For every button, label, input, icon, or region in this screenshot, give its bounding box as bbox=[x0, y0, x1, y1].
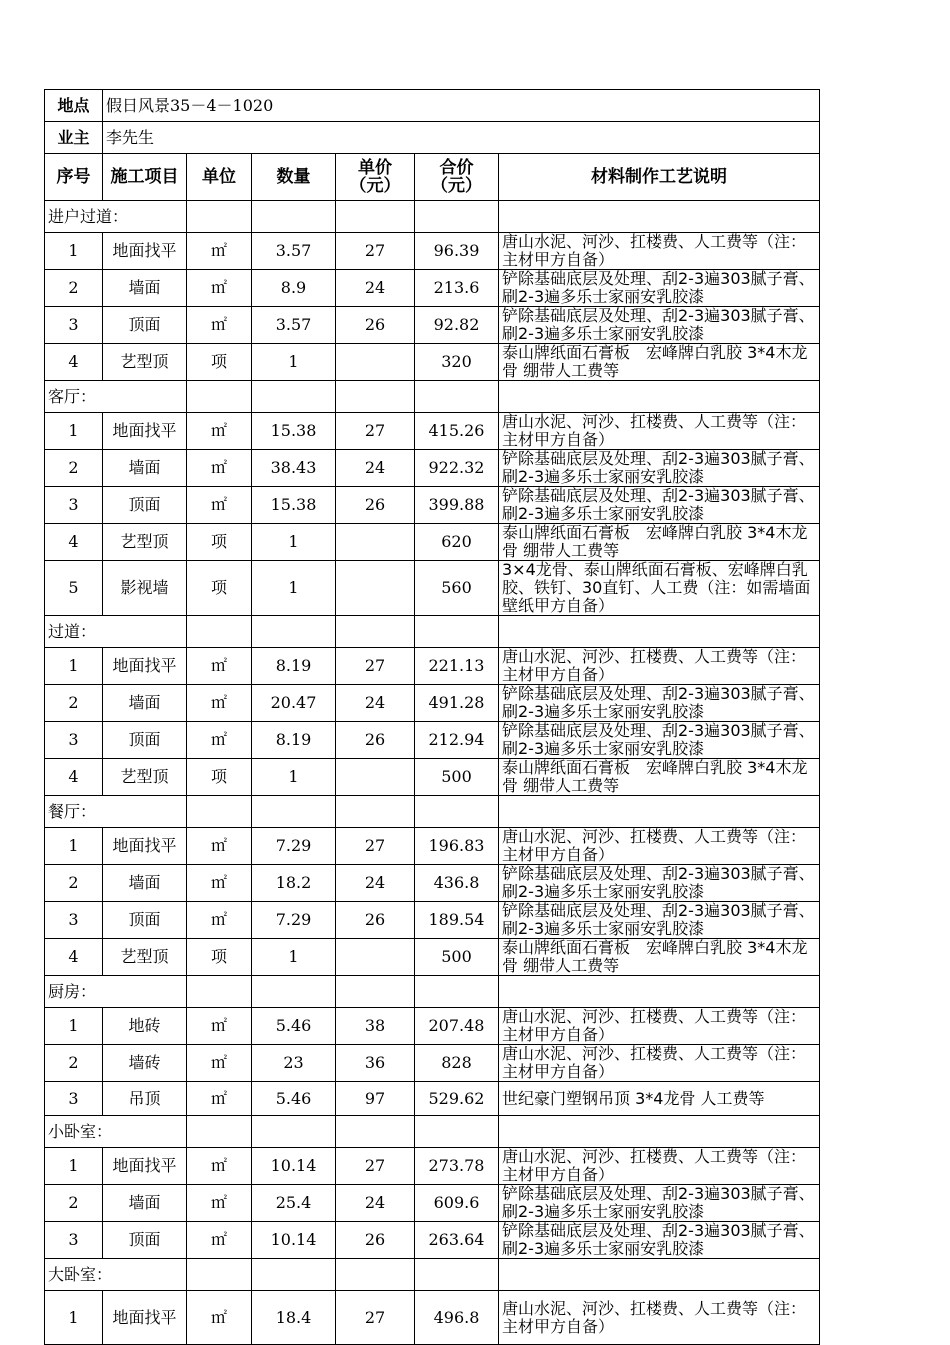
row-item: 地面找平 bbox=[103, 1148, 187, 1185]
row-total: 500 bbox=[415, 939, 499, 976]
row-item: 艺型顶 bbox=[103, 759, 187, 796]
row-unit-price: 27 bbox=[336, 648, 415, 685]
row-desc-cell bbox=[499, 759, 820, 796]
empty-cell bbox=[252, 1259, 336, 1291]
section-row bbox=[45, 616, 820, 648]
empty-cell bbox=[415, 976, 499, 1008]
row-unit-price: 24 bbox=[336, 450, 415, 487]
row-seq: 2 bbox=[45, 685, 103, 722]
row-desc: 铲除基础底层及处理、刮2-3遍303腻子膏、刷2-3遍多乐士家丽安乳胶漆 bbox=[502, 270, 815, 306]
row-item: 顶面 bbox=[103, 1222, 187, 1259]
row-desc: 铲除基础底层及处理、刮2-3遍303腻子膏、刷2-3遍多乐士家丽安乳胶漆 bbox=[502, 450, 815, 486]
row-item: 艺型顶 bbox=[103, 524, 187, 561]
table-row bbox=[45, 233, 820, 270]
row-qty: 18.2 bbox=[252, 865, 336, 902]
row-seq: 1 bbox=[45, 648, 103, 685]
row-desc: 唐山水泥、河沙、扛楼费、人工费等（注：主材甲方自备） bbox=[502, 828, 807, 864]
row-qty: 8.9 bbox=[252, 270, 336, 307]
empty-cell bbox=[415, 381, 499, 413]
header-unit-price bbox=[336, 154, 415, 201]
location-row bbox=[45, 90, 820, 122]
row-qty: 5.46 bbox=[252, 1082, 336, 1116]
empty-cell bbox=[336, 616, 415, 648]
row-desc: 铲除基础底层及处理、刮2-3遍303腻子膏、刷2-3遍多乐士家丽安乳胶漆 bbox=[502, 685, 815, 721]
row-desc: 泰山牌纸面石膏板 宏峰牌白乳胶 3*4木龙骨 绷带人工费等 bbox=[502, 939, 808, 975]
row-qty: 1 bbox=[252, 561, 336, 616]
section-title: 过道： bbox=[45, 616, 187, 648]
row-total: 529.62 bbox=[415, 1082, 499, 1116]
row-total: 221.13 bbox=[415, 648, 499, 685]
row-desc-cell bbox=[499, 902, 820, 939]
table-row bbox=[45, 270, 820, 307]
row-unit: ㎡ bbox=[187, 1082, 252, 1116]
row-unit-price: 38 bbox=[336, 1008, 415, 1045]
row-unit-price: 24 bbox=[336, 685, 415, 722]
row-seq: 1 bbox=[45, 1291, 103, 1345]
row-unit: ㎡ bbox=[187, 1185, 252, 1222]
row-desc: 唐山水泥、河沙、扛楼费、人工费等（注：主材甲方自备） bbox=[502, 413, 807, 449]
row-desc: 唐山水泥、河沙、扛楼费、人工费等（注：主材甲方自备） bbox=[502, 233, 807, 269]
empty-cell bbox=[415, 1259, 499, 1291]
empty-cell bbox=[415, 201, 499, 233]
header-unit-price-line2: （元） bbox=[349, 176, 401, 196]
row-seq: 3 bbox=[45, 1082, 103, 1116]
row-total: 609.6 bbox=[415, 1185, 499, 1222]
empty-cell bbox=[499, 616, 820, 648]
row-qty: 15.38 bbox=[252, 413, 336, 450]
row-unit-price: 97 bbox=[336, 1082, 415, 1116]
section-title: 客厅： bbox=[45, 381, 187, 413]
section-row bbox=[45, 796, 820, 828]
table-row bbox=[45, 1082, 820, 1116]
row-total: 496.8 bbox=[415, 1291, 499, 1345]
row-item: 墙面 bbox=[103, 685, 187, 722]
empty-cell bbox=[187, 381, 252, 413]
row-item: 地砖 bbox=[103, 1008, 187, 1045]
header-seq: 序号 bbox=[45, 154, 103, 201]
row-desc-cell bbox=[499, 233, 820, 270]
row-total: 92.82 bbox=[415, 307, 499, 344]
row-seq: 1 bbox=[45, 828, 103, 865]
row-seq: 2 bbox=[45, 270, 103, 307]
row-seq: 3 bbox=[45, 1222, 103, 1259]
row-unit-price: 27 bbox=[336, 233, 415, 270]
row-desc: 铲除基础底层及处理、刮2-3遍303腻子膏、刷2-3遍多乐士家丽安乳胶漆 bbox=[502, 722, 815, 758]
row-desc-cell bbox=[499, 1185, 820, 1222]
row-total: 828 bbox=[415, 1045, 499, 1082]
table-row bbox=[45, 413, 820, 450]
header-qty: 数量 bbox=[252, 154, 336, 201]
row-qty: 20.47 bbox=[252, 685, 336, 722]
section-title: 大卧室： bbox=[45, 1259, 187, 1291]
row-seq: 1 bbox=[45, 413, 103, 450]
row-desc: 3×4龙骨、泰山牌纸面石膏板、宏峰牌白乳胶、铁钉、30直钉、人工费（注：如需墙面壁纸甲方自备） bbox=[502, 561, 811, 615]
row-desc-cell bbox=[499, 828, 820, 865]
row-qty: 1 bbox=[252, 939, 336, 976]
table-row bbox=[45, 1045, 820, 1082]
row-unit: ㎡ bbox=[187, 233, 252, 270]
empty-cell bbox=[336, 381, 415, 413]
row-unit-price: 27 bbox=[336, 828, 415, 865]
owner-label: 业主 bbox=[45, 122, 103, 154]
empty-cell bbox=[336, 201, 415, 233]
row-seq: 2 bbox=[45, 1185, 103, 1222]
row-total: 500 bbox=[415, 759, 499, 796]
row-unit: ㎡ bbox=[187, 450, 252, 487]
section-row bbox=[45, 381, 820, 413]
row-unit-price: 24 bbox=[336, 1185, 415, 1222]
row-item: 吊顶 bbox=[103, 1082, 187, 1116]
row-qty: 10.14 bbox=[252, 1222, 336, 1259]
row-qty: 8.19 bbox=[252, 648, 336, 685]
header-unit-price-line1: 单价 bbox=[358, 158, 392, 178]
table-row bbox=[45, 865, 820, 902]
table-row bbox=[45, 759, 820, 796]
row-unit: ㎡ bbox=[187, 270, 252, 307]
row-item: 顶面 bbox=[103, 722, 187, 759]
row-item: 墙面 bbox=[103, 865, 187, 902]
owner-value: 李先生 bbox=[103, 122, 820, 154]
row-desc-cell bbox=[499, 648, 820, 685]
empty-cell bbox=[187, 1259, 252, 1291]
row-unit-price bbox=[336, 344, 415, 381]
row-item: 顶面 bbox=[103, 902, 187, 939]
row-total: 560 bbox=[415, 561, 499, 616]
row-unit: ㎡ bbox=[187, 1008, 252, 1045]
section-row bbox=[45, 201, 820, 233]
row-desc: 唐山水泥、河沙、扛楼费、人工费等（注：主材甲方自备） bbox=[502, 1045, 807, 1081]
row-desc: 唐山水泥、河沙、扛楼费、人工费等（注：主材甲方自备） bbox=[502, 1299, 807, 1336]
section-row bbox=[45, 1116, 820, 1148]
row-desc: 唐山水泥、河沙、扛楼费、人工费等（注：主材甲方自备） bbox=[502, 648, 807, 684]
row-unit: 项 bbox=[187, 939, 252, 976]
row-qty: 3.57 bbox=[252, 233, 336, 270]
row-desc: 泰山牌纸面石膏板 宏峰牌白乳胶 3*4木龙骨 绷带人工费等 bbox=[502, 344, 808, 380]
row-qty: 25.4 bbox=[252, 1185, 336, 1222]
empty-cell bbox=[336, 1116, 415, 1148]
row-unit: 项 bbox=[187, 759, 252, 796]
row-desc: 铲除基础底层及处理、刮2-3遍303腻子膏、刷2-3遍多乐士家丽安乳胶漆 bbox=[502, 1185, 815, 1221]
row-seq: 4 bbox=[45, 939, 103, 976]
empty-cell bbox=[499, 1116, 820, 1148]
row-qty: 15.38 bbox=[252, 487, 336, 524]
row-qty: 7.29 bbox=[252, 828, 336, 865]
quotation-table bbox=[44, 89, 820, 1345]
row-desc-cell bbox=[499, 1008, 820, 1045]
empty-cell bbox=[187, 616, 252, 648]
row-desc-cell bbox=[499, 450, 820, 487]
location-label: 地点 bbox=[45, 90, 103, 122]
empty-cell bbox=[415, 1116, 499, 1148]
row-item: 地面找平 bbox=[103, 233, 187, 270]
row-qty: 3.57 bbox=[252, 307, 336, 344]
row-qty: 10.14 bbox=[252, 1148, 336, 1185]
table-row bbox=[45, 1185, 820, 1222]
empty-cell bbox=[499, 201, 820, 233]
row-item: 顶面 bbox=[103, 487, 187, 524]
row-total: 620 bbox=[415, 524, 499, 561]
row-unit: 项 bbox=[187, 561, 252, 616]
row-unit-price bbox=[336, 524, 415, 561]
empty-cell bbox=[415, 796, 499, 828]
table-row bbox=[45, 1148, 820, 1185]
table-row bbox=[45, 561, 820, 616]
header-row bbox=[45, 154, 820, 201]
row-total: 922.32 bbox=[415, 450, 499, 487]
row-unit-price: 26 bbox=[336, 902, 415, 939]
row-qty: 1 bbox=[252, 759, 336, 796]
header-desc: 材料制作工艺说明 bbox=[499, 154, 820, 201]
row-desc-cell bbox=[499, 344, 820, 381]
row-seq: 1 bbox=[45, 1008, 103, 1045]
row-total: 320 bbox=[415, 344, 499, 381]
row-unit: ㎡ bbox=[187, 865, 252, 902]
section-title: 厨房： bbox=[45, 976, 187, 1008]
row-unit: ㎡ bbox=[187, 722, 252, 759]
table-row bbox=[45, 344, 820, 381]
row-seq: 4 bbox=[45, 759, 103, 796]
row-unit: ㎡ bbox=[187, 1291, 252, 1345]
row-seq: 5 bbox=[45, 561, 103, 616]
table-row bbox=[45, 1291, 820, 1345]
row-unit-price: 27 bbox=[336, 1148, 415, 1185]
row-unit: ㎡ bbox=[187, 1222, 252, 1259]
row-unit-price bbox=[336, 759, 415, 796]
row-unit-price: 26 bbox=[336, 722, 415, 759]
row-total: 436.8 bbox=[415, 865, 499, 902]
table-row bbox=[45, 648, 820, 685]
section-row bbox=[45, 1259, 820, 1291]
empty-cell bbox=[499, 1259, 820, 1291]
row-desc-cell bbox=[499, 1291, 820, 1345]
empty-cell bbox=[187, 1116, 252, 1148]
row-item: 影视墙 bbox=[103, 561, 187, 616]
empty-cell bbox=[252, 1116, 336, 1148]
section-title: 进户过道： bbox=[45, 201, 187, 233]
row-seq: 1 bbox=[45, 233, 103, 270]
empty-cell bbox=[252, 976, 336, 1008]
table-row bbox=[45, 939, 820, 976]
section-title: 小卧室： bbox=[45, 1116, 187, 1148]
row-desc-cell bbox=[499, 307, 820, 344]
row-desc: 泰山牌纸面石膏板 宏峰牌白乳胶 3*4木龙骨 绷带人工费等 bbox=[502, 524, 808, 560]
row-desc: 世纪豪门塑钢吊顶 3*4龙骨 人工费等 bbox=[502, 1089, 765, 1108]
empty-cell bbox=[252, 616, 336, 648]
row-desc-cell bbox=[499, 939, 820, 976]
row-desc: 铲除基础底层及处理、刮2-3遍303腻子膏、刷2-3遍多乐士家丽安乳胶漆 bbox=[502, 1222, 815, 1258]
empty-cell bbox=[252, 381, 336, 413]
row-unit: ㎡ bbox=[187, 902, 252, 939]
header-total-line1: 合价 bbox=[439, 158, 474, 178]
row-seq: 2 bbox=[45, 865, 103, 902]
table-row bbox=[45, 1008, 820, 1045]
row-unit-price: 24 bbox=[336, 865, 415, 902]
owner-row bbox=[45, 122, 820, 154]
row-desc-cell bbox=[499, 865, 820, 902]
row-seq: 2 bbox=[45, 450, 103, 487]
row-qty: 8.19 bbox=[252, 722, 336, 759]
row-item: 墙砖 bbox=[103, 1045, 187, 1082]
row-unit: ㎡ bbox=[187, 685, 252, 722]
row-seq: 3 bbox=[45, 487, 103, 524]
row-item: 艺型顶 bbox=[103, 344, 187, 381]
row-unit: ㎡ bbox=[187, 413, 252, 450]
row-desc-cell bbox=[499, 1222, 820, 1259]
table-row bbox=[45, 828, 820, 865]
row-unit-price: 27 bbox=[336, 413, 415, 450]
empty-cell bbox=[187, 796, 252, 828]
row-unit-price: 27 bbox=[336, 1291, 415, 1345]
empty-cell bbox=[336, 796, 415, 828]
section-row bbox=[45, 976, 820, 1008]
row-desc: 铲除基础底层及处理、刮2-3遍303腻子膏、刷2-3遍多乐士家丽安乳胶漆 bbox=[502, 865, 815, 901]
table-row bbox=[45, 487, 820, 524]
empty-cell bbox=[499, 976, 820, 1008]
table-row bbox=[45, 902, 820, 939]
row-unit: ㎡ bbox=[187, 487, 252, 524]
row-qty: 7.29 bbox=[252, 902, 336, 939]
row-unit: 项 bbox=[187, 344, 252, 381]
row-item: 墙面 bbox=[103, 1185, 187, 1222]
row-item: 墙面 bbox=[103, 270, 187, 307]
row-qty: 1 bbox=[252, 524, 336, 561]
row-unit-price bbox=[336, 939, 415, 976]
empty-cell bbox=[499, 381, 820, 413]
row-seq: 3 bbox=[45, 307, 103, 344]
row-desc: 唐山水泥、河沙、扛楼费、人工费等（注：主材甲方自备） bbox=[502, 1008, 807, 1044]
table-row bbox=[45, 685, 820, 722]
row-desc: 泰山牌纸面石膏板 宏峰牌白乳胶 3*4木龙骨 绷带人工费等 bbox=[502, 759, 808, 795]
row-unit-price: 24 bbox=[336, 270, 415, 307]
row-seq: 1 bbox=[45, 1148, 103, 1185]
row-desc: 铲除基础底层及处理、刮2-3遍303腻子膏、刷2-3遍多乐士家丽安乳胶漆 bbox=[502, 307, 815, 343]
row-qty: 38.43 bbox=[252, 450, 336, 487]
row-seq: 3 bbox=[45, 722, 103, 759]
row-desc: 铲除基础底层及处理、刮2-3遍303腻子膏、刷2-3遍多乐士家丽安乳胶漆 bbox=[502, 487, 815, 523]
row-desc: 唐山水泥、河沙、扛楼费、人工费等（注：主材甲方自备） bbox=[502, 1148, 807, 1184]
row-unit-price: 26 bbox=[336, 307, 415, 344]
row-seq: 4 bbox=[45, 524, 103, 561]
row-desc-cell bbox=[499, 524, 820, 561]
table-row bbox=[45, 450, 820, 487]
row-unit-price: 26 bbox=[336, 1222, 415, 1259]
row-unit: 项 bbox=[187, 524, 252, 561]
row-total: 399.88 bbox=[415, 487, 499, 524]
row-seq: 4 bbox=[45, 344, 103, 381]
row-qty: 1 bbox=[252, 344, 336, 381]
row-desc: 铲除基础底层及处理、刮2-3遍303腻子膏、刷2-3遍多乐士家丽安乳胶漆 bbox=[502, 902, 815, 938]
empty-cell bbox=[415, 616, 499, 648]
row-desc-cell bbox=[499, 413, 820, 450]
empty-cell bbox=[499, 796, 820, 828]
row-unit-price bbox=[336, 561, 415, 616]
row-total: 415.26 bbox=[415, 413, 499, 450]
row-desc-cell bbox=[499, 1148, 820, 1185]
row-unit: ㎡ bbox=[187, 307, 252, 344]
row-qty: 18.4 bbox=[252, 1291, 336, 1345]
empty-cell bbox=[252, 796, 336, 828]
row-qty: 5.46 bbox=[252, 1008, 336, 1045]
row-desc-cell bbox=[499, 1082, 820, 1116]
row-seq: 2 bbox=[45, 1045, 103, 1082]
row-total: 213.6 bbox=[415, 270, 499, 307]
row-unit-price: 36 bbox=[336, 1045, 415, 1082]
table-row bbox=[45, 1222, 820, 1259]
empty-cell bbox=[336, 976, 415, 1008]
row-total: 491.28 bbox=[415, 685, 499, 722]
row-item: 墙面 bbox=[103, 450, 187, 487]
row-unit: ㎡ bbox=[187, 828, 252, 865]
header-total bbox=[415, 154, 499, 201]
header-total-line2: （元） bbox=[431, 176, 482, 196]
row-item: 地面找平 bbox=[103, 648, 187, 685]
empty-cell bbox=[336, 1259, 415, 1291]
row-total: 273.78 bbox=[415, 1148, 499, 1185]
table-row bbox=[45, 524, 820, 561]
row-desc-cell bbox=[499, 270, 820, 307]
row-desc-cell bbox=[499, 685, 820, 722]
row-unit-price: 26 bbox=[336, 487, 415, 524]
row-unit: ㎡ bbox=[187, 648, 252, 685]
header-item: 施工项目 bbox=[103, 154, 187, 201]
row-total: 189.54 bbox=[415, 902, 499, 939]
row-item: 地面找平 bbox=[103, 828, 187, 865]
row-desc-cell bbox=[499, 487, 820, 524]
empty-cell bbox=[252, 201, 336, 233]
section-title: 餐厅： bbox=[45, 796, 187, 828]
row-total: 196.83 bbox=[415, 828, 499, 865]
table-row bbox=[45, 722, 820, 759]
row-desc-cell bbox=[499, 1045, 820, 1082]
row-total: 96.39 bbox=[415, 233, 499, 270]
row-item: 地面找平 bbox=[103, 1291, 187, 1345]
row-desc-cell bbox=[499, 561, 820, 616]
row-unit: ㎡ bbox=[187, 1148, 252, 1185]
row-desc-cell bbox=[499, 722, 820, 759]
header-unit: 单位 bbox=[187, 154, 252, 201]
row-total: 207.48 bbox=[415, 1008, 499, 1045]
row-item: 顶面 bbox=[103, 307, 187, 344]
row-qty: 23 bbox=[252, 1045, 336, 1082]
row-total: 263.64 bbox=[415, 1222, 499, 1259]
location-value: 假日风景35－4－1020 bbox=[103, 90, 820, 122]
empty-cell bbox=[187, 201, 252, 233]
row-unit: ㎡ bbox=[187, 1045, 252, 1082]
row-item: 地面找平 bbox=[103, 413, 187, 450]
table-row bbox=[45, 307, 820, 344]
row-total: 212.94 bbox=[415, 722, 499, 759]
row-item: 艺型顶 bbox=[103, 939, 187, 976]
empty-cell bbox=[187, 976, 252, 1008]
row-seq: 3 bbox=[45, 902, 103, 939]
